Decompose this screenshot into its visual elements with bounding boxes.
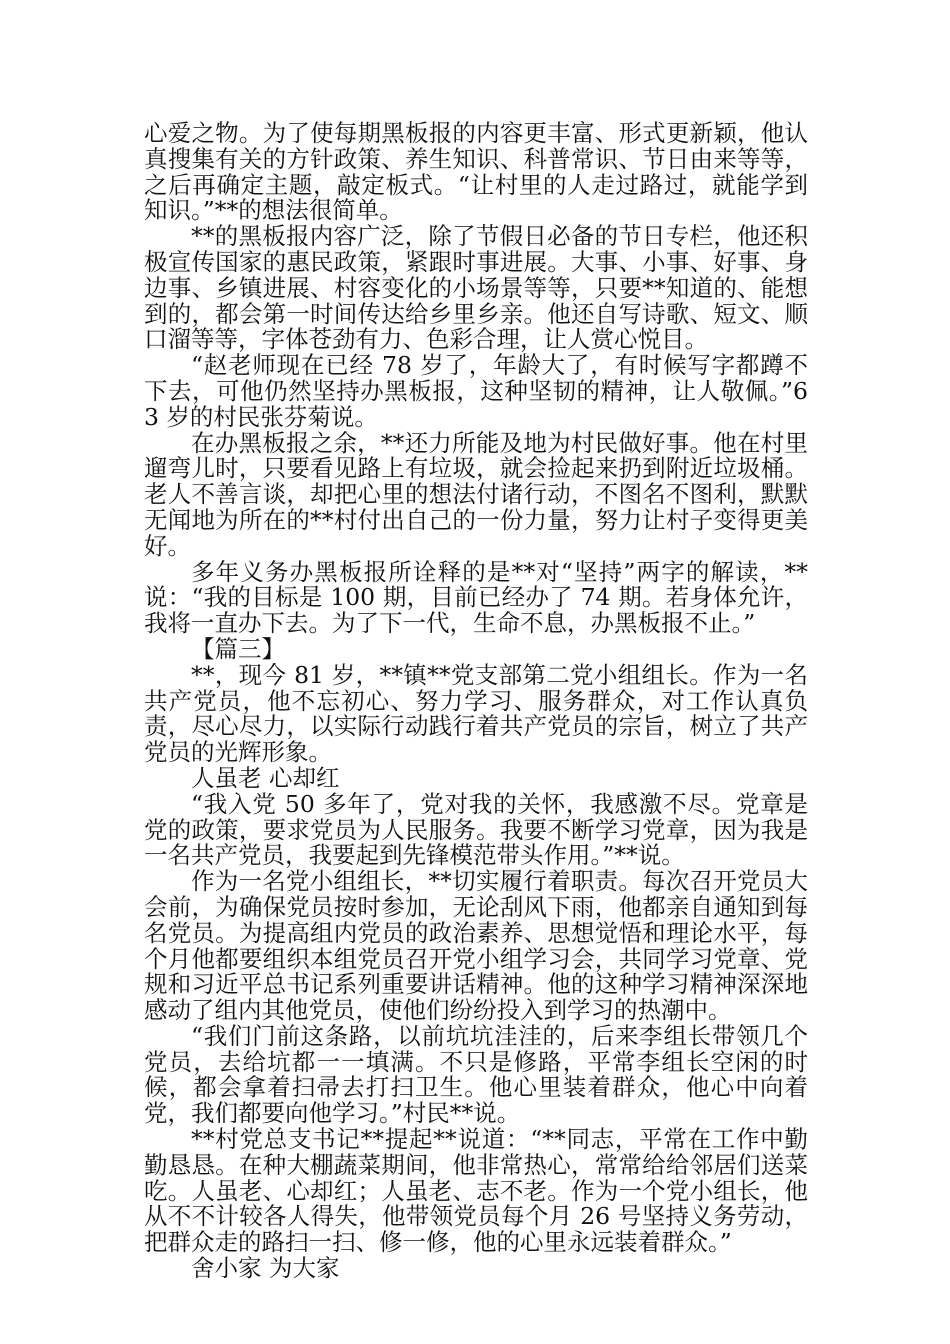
- section-heading: 【篇三】: [191, 634, 285, 663]
- paragraph: “我入党 50 多年了，党对我的关怀，我感激不尽。党章是党的政策，要求党员为人民服务。我要不断学习党章，因为我是一名共产党员，我要起到先锋模范带头作用。”**说。: [144, 789, 808, 870]
- paragraph: “我们门前这条路，以前坑坑洼洼的，后来李组长带领几个党员，去给坑都一一填满。不只是修路，平常李组长空闲的时候，都会拿着扫帚去打扫卫生。他心里装着群众，他心中向着党，我们都要向他学习。”村民**说。: [144, 1021, 808, 1128]
- document-page: [144, 121, 808, 1282]
- paragraph: **村党总支书记**提起**说道：“**同志，平常在工作中勤勤恳恳。在种大棚蔬菜期间，他非常热心，常常给给邻居们送菜吃。人虽老、心却红；人虽老、志不老。作为一个党小组长，他从不不计较各人得失，他带领党员每个月 26 号坚持义务劳动，把群众走的路扫一扫、修一修，他的心里永远装着群众。”: [144, 1125, 808, 1257]
- paragraph: 多年义务办黑板报所诠释的是**对“坚持”两字的解读，**说：“我的目标是 100 期，目前已经办了 74 期。若身体允许，我将一直办下去。为了下一代，生命不息，办黑板报不止。”: [144, 557, 808, 638]
- paragraph: **，现今 81 岁，**镇**党支部第二党小组组长。作为一名共产党员，他不忘初心、努力学习、服务群众，对工作认真负责，尽心尽力，以实际行动践行着共产党员的宗旨，树立了共产党员的光辉形象。: [144, 660, 808, 767]
- paragraph: **的黑板报内容广泛，除了节假日必备的节日专栏，他还积极宣传国家的惠民政策，紧跟时事进展。大事、小事、好事、身边事、乡镇进展、村容变化的小场景等等，只要**知道的、能想到的，都会第一时间传达给乡里乡亲。他还自写诗歌、短文、顺口溜等等，字体苍劲有力、色彩合理，让人赏心悦目。: [144, 222, 808, 354]
- paragraph: “赵老师现在已经 78 岁了，年龄大了，有时候写字都蹲不下去，可他仍然坚持办黑板报，这种坚韧的精神，让人敬佩。”63 岁的村民张芬菊说。: [144, 351, 808, 431]
- paragraph-continued: 心爱之物。为了使每期黑板报的内容更丰富、形式更新颖，他认真搜集有关的方针政策、养生知识、科普常识、节日由来等等，之后再确定主题，敲定板式。“让村里的人走过路过，就能学到知识。”**的想法很简单。: [144, 119, 808, 225]
- paragraph: 作为一名党小组组长，**切实履行着职责。每次召开党员大会前，为确保党员按时参加，无论刮风下雨，他都亲自通知到每名党员。为提高组内党员的政治素养、思想觉悟和理论水平，每个月他都要组织本组党员召开党小组学习会，共同学习党章、党规和习近平总书记系列重要讲话精神。他的这种学习精神深深地感动了组内其他党员，使他们纷纷投入到学习的热潮中。: [144, 867, 808, 1025]
- subheading: 人虽老 心却红: [191, 763, 340, 792]
- subheading: 舍小家 为大家: [191, 1254, 340, 1283]
- paragraph: 在办黑板报之余，**还力所能及地为村民做好事。他在村里遛弯儿时，只要看见路上有垃圾，就会捡起来扔到附近垃圾桶。老人不善言谈，却把心里的想法付诸行动，不图名不图利，默默无闻地为所在的**村付出自己的一份力量，努力让村子变得更美好。: [144, 428, 808, 560]
